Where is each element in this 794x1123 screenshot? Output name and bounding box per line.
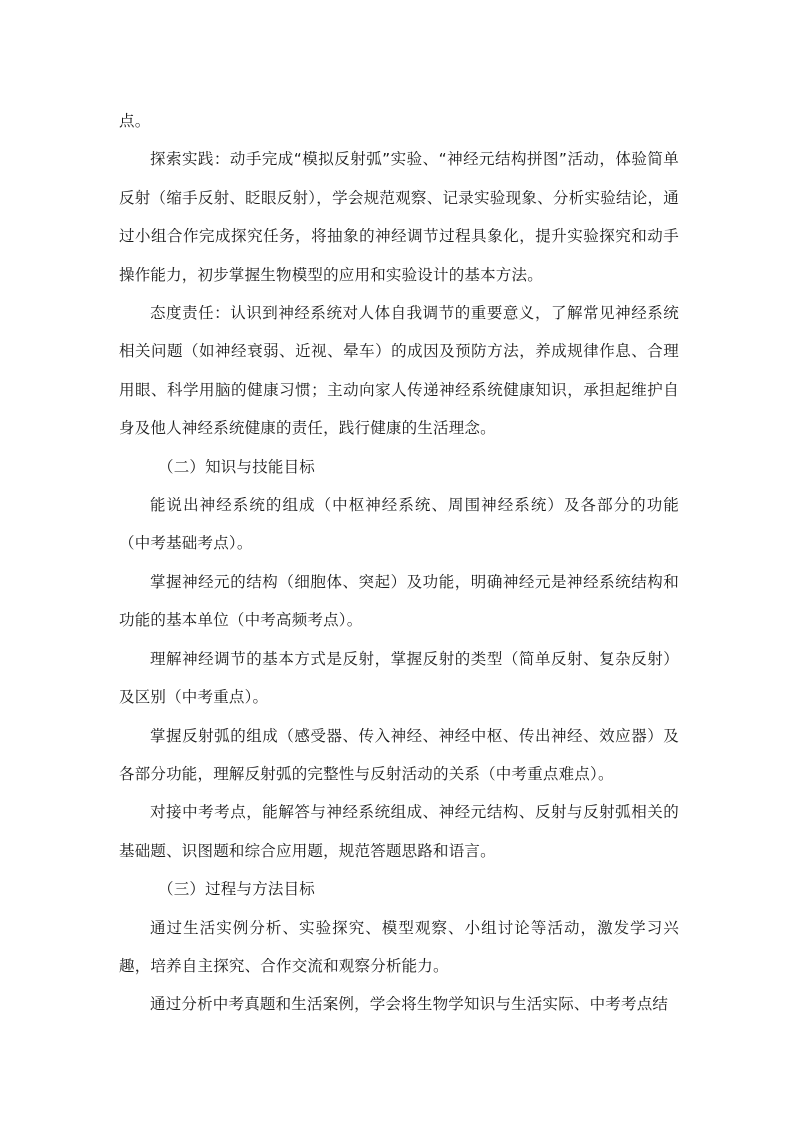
paragraph-exam-points: 对接中考考点，能解答与神经系统组成、神经元结构、反射与反射弧相关的基础题、识图题和综合应用题，规范答题思路和语言。	[119, 803, 679, 860]
section-heading-knowledge-skills: （二）知识与技能目标	[158, 457, 316, 476]
paragraph-continuation: 点。	[119, 112, 151, 130]
section-heading-process-methods: （三）过程与方法目标	[158, 880, 316, 899]
paragraph-exploration-practice: 探索实践：动手完成“模拟反射弧”实验、“神经元结构拼图”活动，体验简单反射（缩手反射、眨眼反射），学会规范观察、记录实验现象、分析实验结论，通过小组合作完成探究任务，将抽象的神经调节过程具象化，提升实验探究和动手操作能力，初步掌握生物模型的应用和实验设计的基本方法。	[119, 150, 679, 284]
paragraph-activities: 通过生活实例分析、实验探究、模型观察、小组讨论等活动，激发学习兴趣，培养自主探究、合作交流和观察分析能力。	[119, 918, 679, 975]
paragraph-case-analysis: 通过分析中考真题和生活案例，学会将生物学知识与生活实际、中考考点结	[150, 995, 669, 1014]
paragraph-reflex-arc: 掌握反射弧的组成（感受器、传入神经、神经中枢、传出神经、效应器）及各部分功能，理解反射弧的完整性与反射活动的关系（中考重点难点）。	[119, 726, 679, 783]
paragraph-nervous-system-composition: 能说出神经系统的组成（中枢神经系统、周围神经系统）及各部分的功能（中考基础考点）。	[119, 496, 679, 553]
paragraph-reflex-types: 理解神经调节的基本方式是反射，掌握反射的类型（简单反射、复杂反射）及区别（中考重点）。	[119, 649, 679, 707]
document-body	[119, 102, 679, 1024]
paragraph-neuron-structure: 掌握神经元的结构（细胞体、突起）及功能，明确神经元是神经系统结构和功能的基本单位（中考高频考点）。	[119, 572, 679, 630]
paragraph-attitude-responsibility: 态度责任：认识到神经系统对人体自我调节的重要意义，了解常见神经系统相关问题（如神经衰弱、近视、晕车）的成因及预防方法，养成规律作息、合理用眼、科学用脑的健康习惯；主动向家人传递神经系统健康知识，承担起维护自身及他人神经系统健康的责任，践行健康的生活理念。	[119, 304, 679, 438]
